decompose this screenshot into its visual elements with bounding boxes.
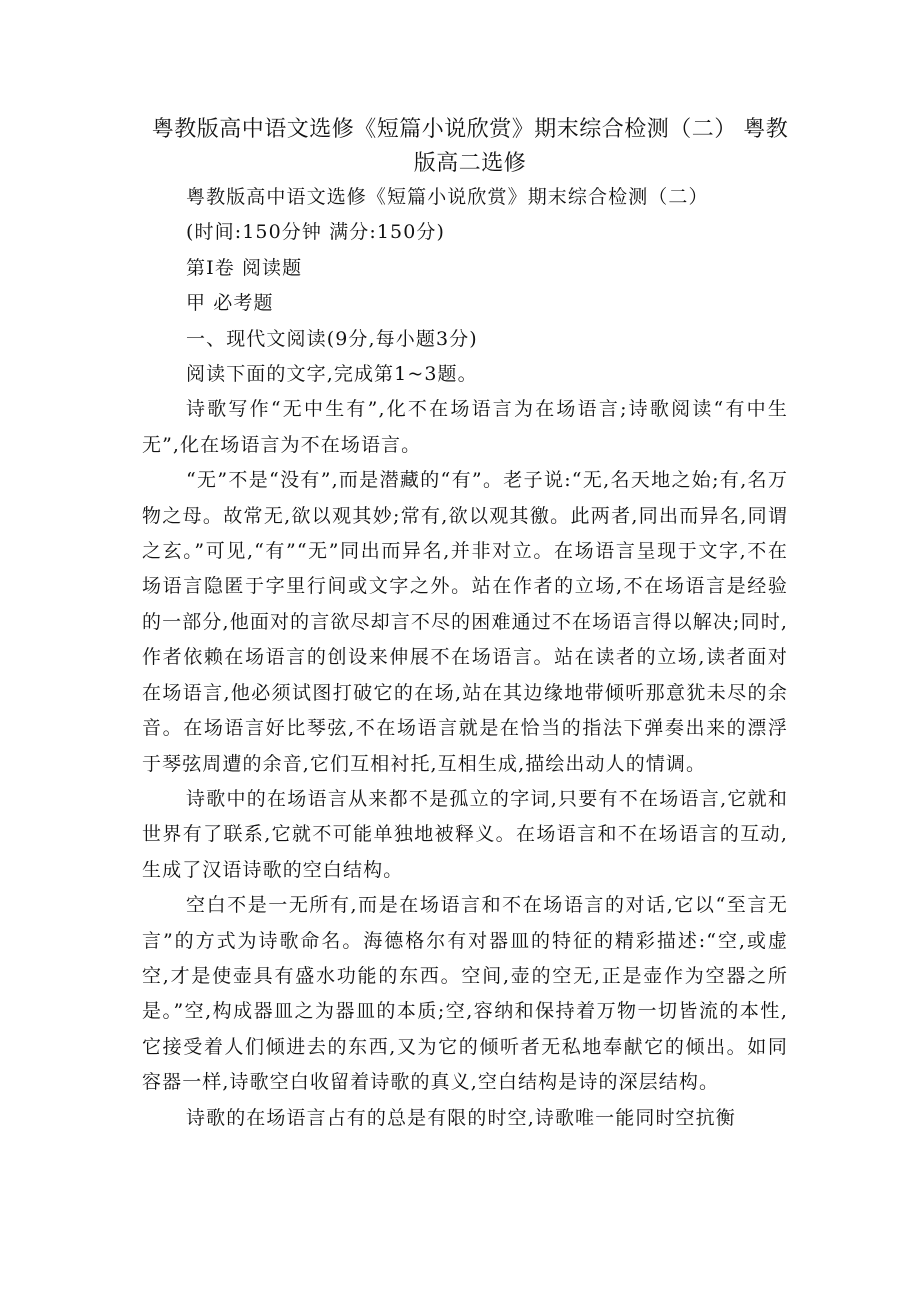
- paragraph: 空白不是一无所有,而是在场语言和不在场语言的对话,它以“至言无言”的方式为诗歌命名。海德格尔有对器皿的特征的精彩描述:“空,或虚空,才是使壶具有盛水功能的东西。空间,壶的空无,正是壶作为空器之所是。”空,构成器皿之为器皿的本质;空,容纳和保持着万物一切皆流的本性,它接受着人们倾进去的东西,又为它的倾听者无私地奉献它的倾出。如同容器一样,诗歌空白收留着诗歌的真义,空白结构是诗的深层结构。: [142, 894, 788, 1094]
- paragraph: 诗歌的在场语言占有的总是有限的时空,诗歌唯一能同时空抗衡: [186, 1106, 736, 1129]
- exam-time-line: (时间:150分钟 满分:150分): [186, 221, 445, 244]
- document-body: [142, 180, 788, 1136]
- question-section-heading: 一、现代文阅读(9分,每小题3分): [186, 327, 478, 350]
- paragraph: 诗歌中的在场语言从来都不是孤立的字词,只要有不在场语言,它就和世界有了联系,它就不可能单独地被释义。在场语言和不在场语言的互动,生成了汉语诗歌的空白结构。: [142, 787, 788, 881]
- instruction-line: 阅读下面的文字,完成第1~3题。: [186, 363, 478, 386]
- section-heading: 甲 必考题: [186, 292, 274, 315]
- paragraph: 诗歌写作“无中生有”,化不在场语言为在场语言;诗歌阅读“有中生无”,化在场语言为不在场语言。: [142, 398, 788, 456]
- volume-heading: 第Ⅰ卷 阅读题: [186, 256, 303, 279]
- subtitle-line: 粤教版高中语文选修《短篇小说欣赏》期末综合检测（二）: [186, 186, 709, 208]
- document-title: 粤教版高中语文选修《短篇小说欣赏》期末综合检测（二） 粤教版高二选修: [151, 116, 789, 175]
- paragraph: “无”不是“没有”,而是潜藏的“有”。老子说:“无,名天地之始;有,名万物之母。故常无,欲以观其妙;常有,欲以观其徼。此两者,同出而异名,同谓之玄。”可见,“有”“无”同出而异名,并非对立。在场语言呈现于文字,不在场语言隐匿于字里行间或文字之外。站在作者的立场,不在场语言是经验的一部分,他面对的言欲尽却言不尽的困难通过不在场语言得以解决;同时,作者依赖在场语言的创设来伸展不在场语言。站在读者的立场,读者面对在场语言,他必须试图打破它的在场,站在其边缘地带倾听那意犹未尽的余音。在场语言好比琴弦,不在场语言就是在恰当的指法下弹奏出来的漂浮于琴弦周遭的余音,它们互相衬托,互相生成,描绘出动人的情调。: [142, 469, 788, 775]
